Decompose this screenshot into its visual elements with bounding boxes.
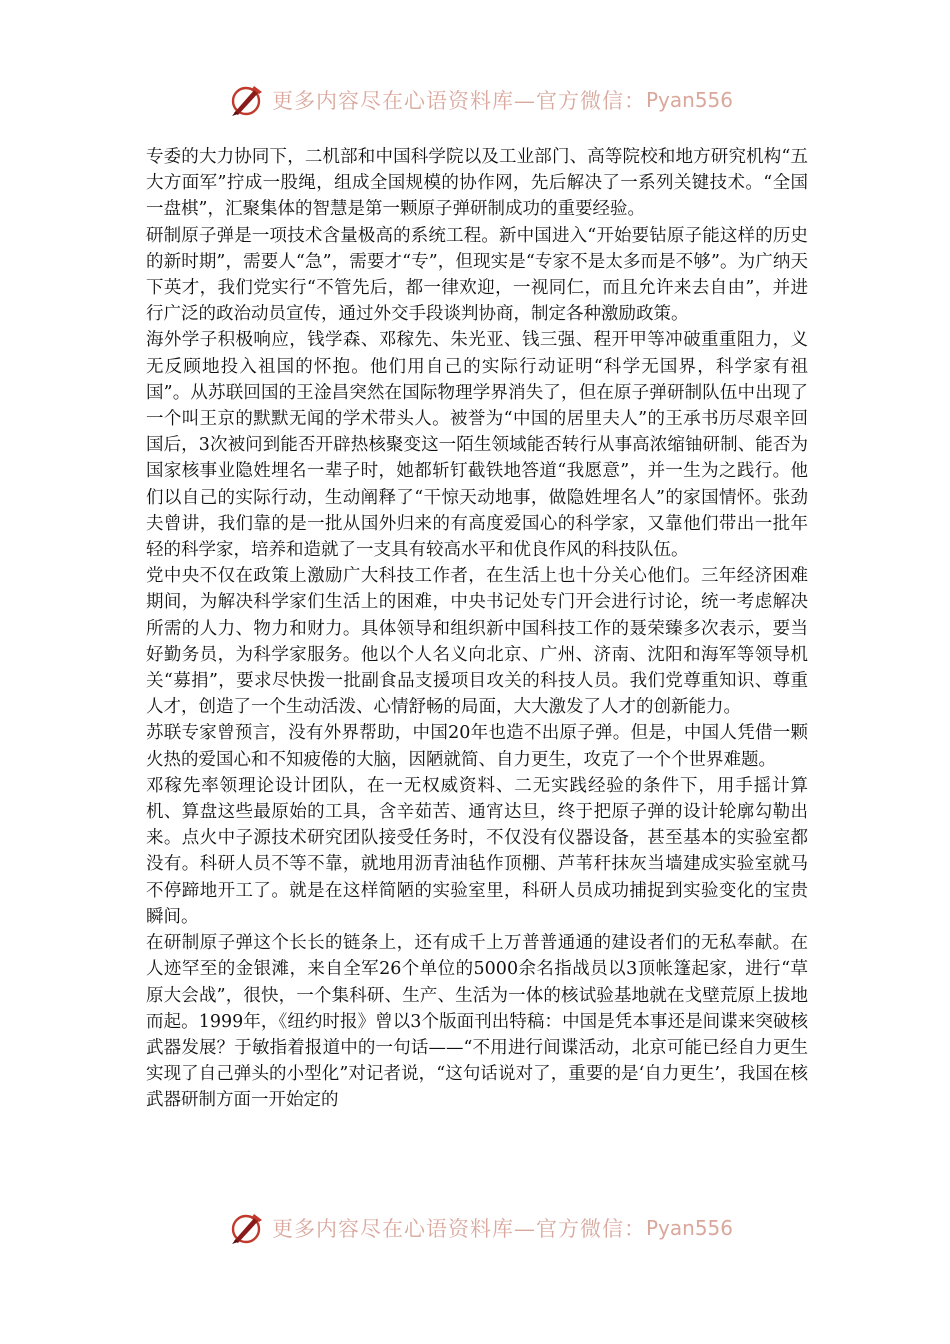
pen-circle-logo-icon — [226, 80, 266, 120]
paragraph: 专委的大力协同下，二机部和中国科学院以及工业部门、高等院校和地方研究机构“五大方面军”拧成一股绳，组成全国规模的协作网，先后解决了一系列关键技术。“全国一盘棋”，汇聚集体的智慧是第一颗原子弹研制成功的重要经验。 — [146, 147, 808, 220]
paragraph: 研制原子弹是一项技术含量极高的系统工程。新中国进入“开始要钻原子能这样的历史的新时期”，需要人“急”，需要才“专”，但现实是“专家不是太多而是不够”。为广纳天下英才，我们党实行“不管先后，都一律欢迎，一视同仁，而且允许来去自由”，并进行广泛的政治动员宣传，通过外交手段谈判协商，制定各种激励政策。 — [146, 225, 808, 325]
paragraph: 在研制原子弹这个长长的链条上，还有成千上万普普通通的建设者们的无私奉献。在人迹罕至的金银滩，来自全军26个单位的5000余名指战员以3顶帐篷起家，进行“草原大会战”，很快，一个集科研、生产、生活为一体的核试验基地就在戈壁荒原上拔地而起。1999年，《纽约时报》曾以3个版面刊出特稿：中国是凭本事还是间谍来突破核武器发展？于敏指着报道中的一句话——“不用进行间谍活动，北京可能已经自力更生实现了自己弹头的小型化”对记者说，“这句话说对了，重要的是‘自力更生’，我国在核武器研制方面一开始定的 — [146, 933, 808, 1111]
paragraph: 邓稼先率领理论设计团队，在一无权威资料、二无实践经验的条件下，用手摇计算机、算盘这些最原始的工具，含辛茹苦、通宵达旦，终于把原子弹的设计轮廓勾勒出来。点火中子源技术研究团队接受任务时，不仅没有仪器设备，甚至基本的实验室都没有。科研人员不等不靠，就地用沥青油毡作顶棚、芦苇秆抹灰当墙建成实验室就马不停蹄地开工了。就是在这样简陋的实验室里，科研人员成功捕捉到实验变化的宝贵瞬间。 — [146, 775, 808, 927]
header-banner-text: 更多内容尽在心语资料库—官方微信： — [272, 89, 646, 113]
header-wechat-id: Pyan556 — [646, 88, 734, 112]
footer-banner — [226, 1208, 734, 1248]
pen-circle-logo-icon — [226, 1208, 266, 1248]
header-banner — [226, 80, 734, 120]
footer-banner-text: 更多内容尽在心语资料库—官方微信： — [272, 1217, 646, 1241]
paragraph: 党中央不仅在政策上激励广大科技工作者，在生活上也十分关心他们。三年经济困难期间，为解决科学家们生活上的困难，中央书记处专门开会进行讨论，统一考虑解决所需的人力、物力和财力。具体领导和组织新中国科技工作的聂荣臻多次表示，要当好勤务员，为科学家服务。他以个人名义向北京、广州、济南、沈阳和海军等领导机关“募捐”，要求尽快拨一批副食品支援项目攻关的科技人员。我们党尊重知识、尊重人才，创造了一个生动活泼、心情舒畅的局面，大大激发了人才的创新能力。 — [146, 566, 808, 718]
paragraph: 海外学子积极响应，钱学森、邓稼先、朱光亚、钱三强、程开甲等冲破重重阻力，义无反顾地投入祖国的怀抱。他们用自己的实际行动证明“科学无国界，科学家有祖国”。从苏联回国的王淦昌突然在国际物理学界消失了，但在原子弹研制队伍中出现了一个叫王京的默默无闻的学术带头人。被誉为“中国的居里夫人”的王承书历尽艰辛回国后，3次被问到能否开辟热核聚变这一陌生领域能否转行从事高浓缩铀研制、能否为国家核事业隐姓埋名一辈子时，她都斩钉截铁地答道“我愿意”，并一生为之践行。他们以自己的实际行动，生动阐释了“干惊天动地事，做隐姓埋名人”的家国情怀。张劲夫曾讲，我们靠的是一批从国外归来的有高度爱国心的科学家，又靠他们带出一批年轻的科学家，培养和造就了一支具有较高水平和优良作风的科技队伍。 — [146, 330, 808, 561]
paragraph: 苏联专家曾预言，没有外界帮助，中国20年也造不出原子弹。但是，中国人凭借一颗火热的爱国心和不知疲倦的大脑，因陋就简、自力更生，攻克了一个个世界难题。 — [146, 723, 808, 770]
footer-wechat-id: Pyan556 — [646, 1216, 734, 1240]
article-body — [146, 144, 808, 1114]
